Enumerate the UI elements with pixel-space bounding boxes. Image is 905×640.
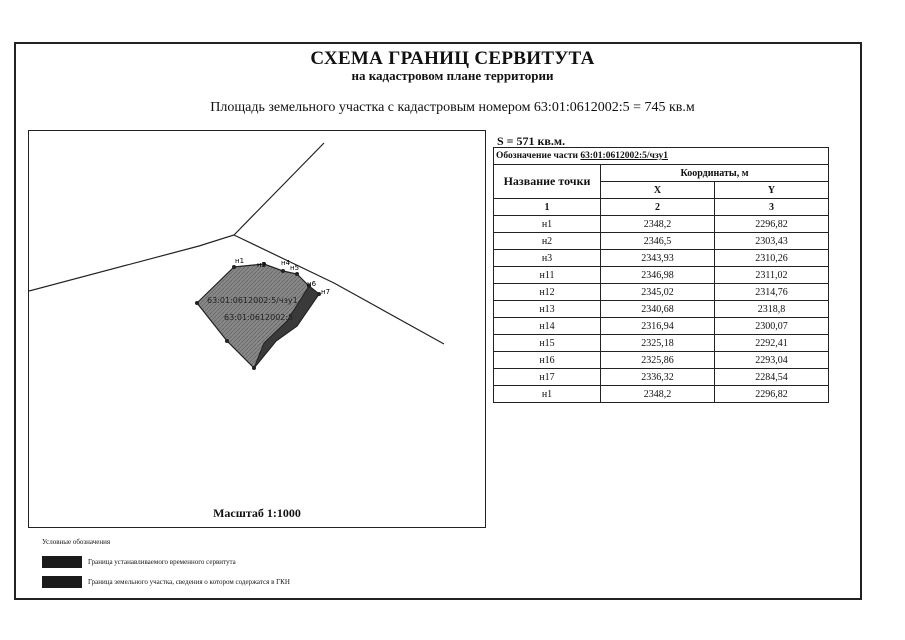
legend-item-parcel <box>42 576 290 588</box>
part-id: 63:01:0612002:5/чзу1 <box>580 151 668 161</box>
col-index-1: 1 <box>494 199 601 216</box>
cell-name: н17 <box>494 369 601 386</box>
cell-y: 2318,8 <box>715 301 829 318</box>
cell-y: 2293,04 <box>715 352 829 369</box>
parcel-label-servitude: 63:01:0612002:5/чзу1 <box>207 296 298 305</box>
cell-x: 2348,2 <box>601 386 715 403</box>
cell-x: 2345,02 <box>601 284 715 301</box>
cell-x: 2346,98 <box>601 267 715 284</box>
table-row <box>494 267 829 284</box>
col-index-3: 3 <box>715 199 829 216</box>
cell-x: 2346,5 <box>601 233 715 250</box>
cell-x: 2325,86 <box>601 352 715 369</box>
cell-y: 2311,02 <box>715 267 829 284</box>
cell-x: 2340,68 <box>601 301 715 318</box>
coordinates-table <box>493 147 829 403</box>
table-row <box>494 352 829 369</box>
cell-name: н16 <box>494 352 601 369</box>
cell-name: н11 <box>494 267 601 284</box>
col-x: X <box>601 182 715 199</box>
parcel-label-cadastral: 63:01:0612002:5 <box>224 313 294 322</box>
table-row <box>494 369 829 386</box>
map-scale: Масштаб 1:1000 <box>213 506 301 520</box>
table-row <box>494 335 829 352</box>
legend-swatch-parcel <box>42 576 82 588</box>
point-label-n1: н1 <box>235 257 245 265</box>
col-coordinates: Координаты, м <box>601 165 829 182</box>
cell-name: н1 <box>494 386 601 403</box>
legend-text-servitude: Граница устанавливаемого временного сервитута <box>88 558 236 566</box>
cell-y: 2300,07 <box>715 318 829 335</box>
table-row <box>494 250 829 267</box>
page-title: СХЕМА ГРАНИЦ СЕРВИТУТА <box>310 48 595 69</box>
cell-x: 2316,94 <box>601 318 715 335</box>
cadastral-map <box>29 131 486 528</box>
cell-y: 2303,43 <box>715 233 829 250</box>
parcel-area-text: Площадь земельного участка с кадастровым номером 63:01:0612002:5 = 745 кв.м <box>210 100 695 115</box>
point-label-n5: н5 <box>290 264 300 272</box>
cell-y: 2310,26 <box>715 250 829 267</box>
cell-y: 2314,76 <box>715 284 829 301</box>
point-label-n6: н6 <box>307 280 317 288</box>
legend-swatch-servitude <box>42 556 82 568</box>
cell-y: 2296,82 <box>715 216 829 233</box>
boundary-line-west <box>29 143 324 291</box>
map-panel <box>28 130 486 528</box>
point-label-n7: н7 <box>321 288 331 296</box>
col-index-2: 2 <box>601 199 715 216</box>
servitude-area-label: S = 571 кв.м. <box>497 134 566 148</box>
cell-name: н12 <box>494 284 601 301</box>
col-y: Y <box>715 182 829 199</box>
table-row <box>494 301 829 318</box>
col-point-name: Название точки <box>494 165 601 199</box>
cell-name: н2 <box>494 233 601 250</box>
cell-y: 2292,41 <box>715 335 829 352</box>
coordinate-rows <box>494 216 829 403</box>
legend-item-servitude <box>42 556 236 568</box>
cell-name: н3 <box>494 250 601 267</box>
table-row <box>494 386 829 403</box>
cell-name: н13 <box>494 301 601 318</box>
table-row <box>494 233 829 250</box>
table-row <box>494 284 829 301</box>
cell-x: 2343,93 <box>601 250 715 267</box>
cell-name: н14 <box>494 318 601 335</box>
point-label-n4: н4 <box>281 259 291 267</box>
cell-name: н1 <box>494 216 601 233</box>
cell-name: н15 <box>494 335 601 352</box>
part-designation-cell: Обозначение части 63:01:0612002:5/чзу1 <box>494 148 829 165</box>
cell-y: 2296,82 <box>715 386 829 403</box>
cell-y: 2284,54 <box>715 369 829 386</box>
cell-x: 2325,18 <box>601 335 715 352</box>
cell-x: 2336,32 <box>601 369 715 386</box>
legend-text-parcel: Граница земельного участка, сведения о котором содержатся в ГКН <box>88 578 290 586</box>
cell-x: 2348,2 <box>601 216 715 233</box>
table-row <box>494 318 829 335</box>
legend-title: Условные обозначения <box>42 538 111 546</box>
page-subtitle: на кадастровом плане территории <box>351 68 554 83</box>
point-label-n2: н2 <box>257 261 267 269</box>
table-row <box>494 216 829 233</box>
